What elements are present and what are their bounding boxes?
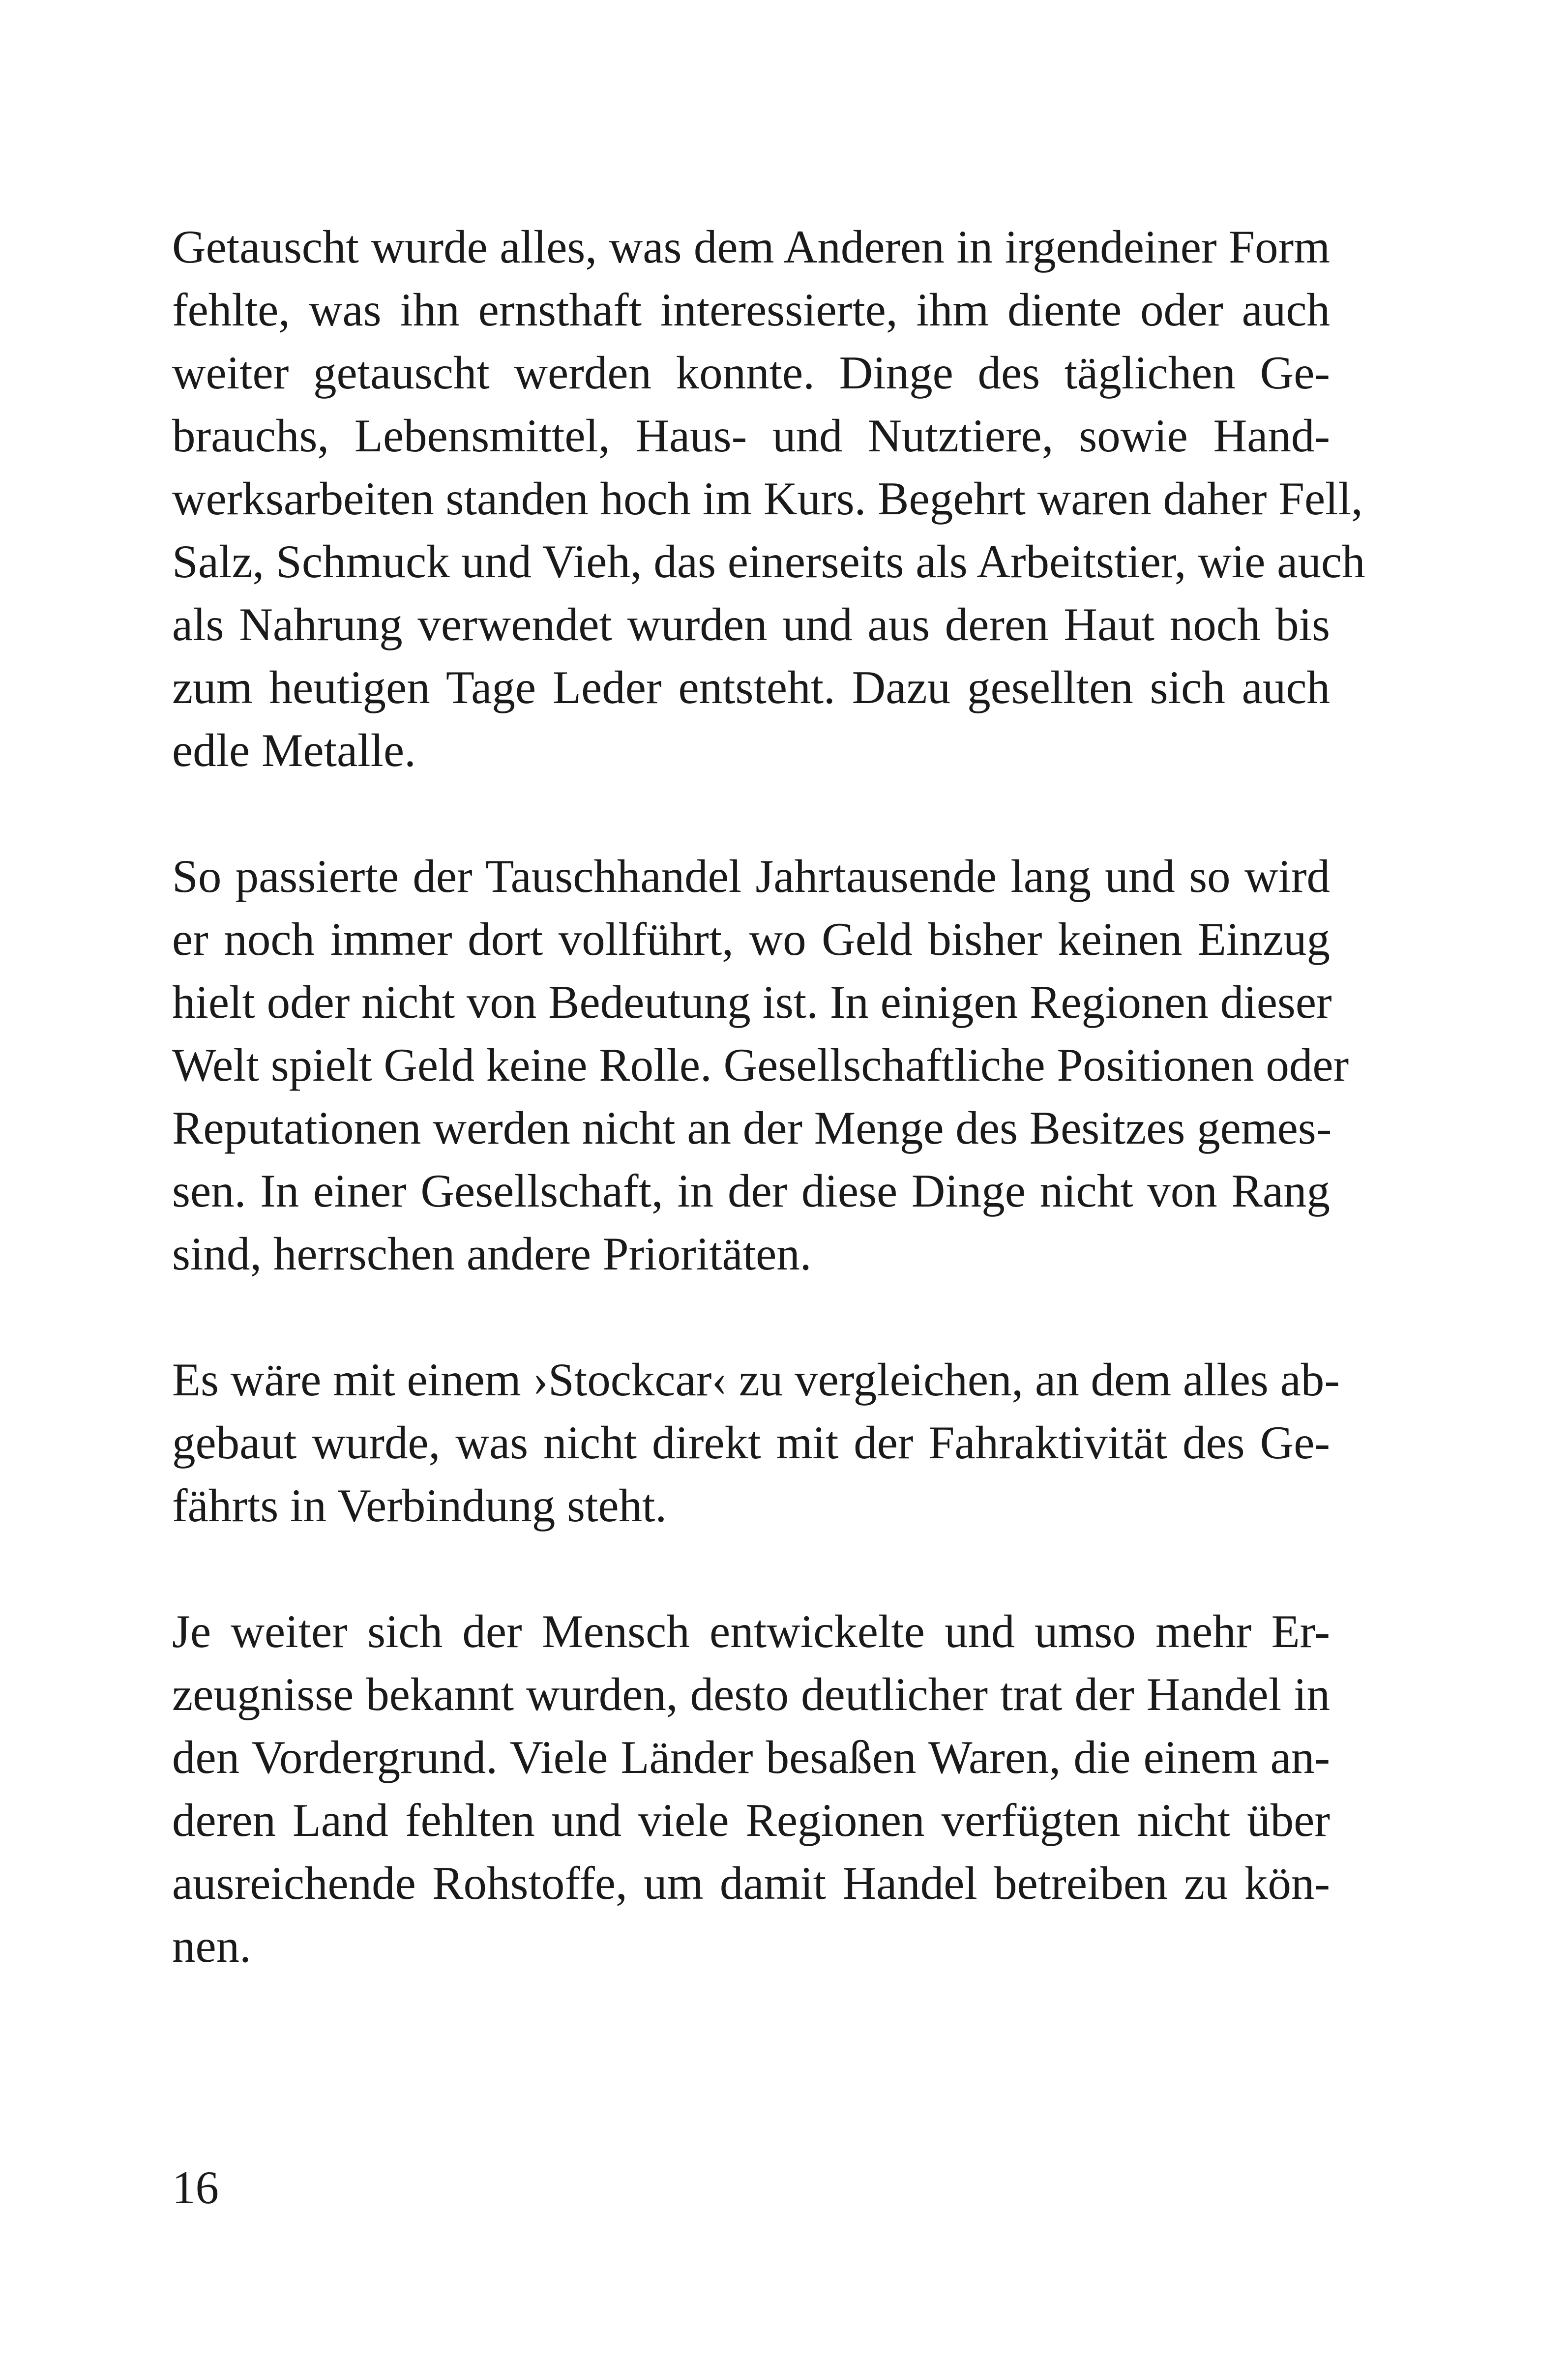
text-line: fährts in Verbindung steht. [172,1479,667,1532]
text-line: Es wäre mit einem ›Stockcar‹ zu vergleichen, an dem alles ab- [172,1354,1340,1406]
text-line: den Vordergrund. Viele Länder besaßen Waren, die einem an- [172,1731,1330,1783]
text-line: sen. In einer Gesellschaft, in der diese Dinge nicht von Rang [172,1165,1330,1217]
text-line: gebaut wurde, was nicht direkt mit der Fahraktivität des Ge- [172,1416,1330,1469]
text-line: Je weiter sich der Mensch entwickelte und umso mehr Er- [172,1605,1330,1657]
text-line: als Nahrung verwendet wurden und aus deren Haut noch bis [172,598,1330,650]
text-line: zum heutigen Tage Leder entsteht. Dazu gesellten sich auch [172,661,1330,713]
text-line: So passierte der Tauschhandel Jahrtausende lang und so wird [172,850,1330,902]
text-line: fehlte, was ihn ernsthaft interessierte, ihm diente oder auch [172,284,1330,336]
text-line: weiter getauscht werden konnte. Dinge des täglichen Ge- [172,347,1330,399]
body-text [172,215,1365,2040]
text-line: zeugnisse bekannt wurden, desto deutlicher trat der Handel in [172,1668,1330,1720]
text-line: deren Land fehlten und viele Regionen verfügten nicht über [172,1794,1330,1846]
text-line: werksarbeiten standen hoch im Kurs. Begehrt waren daher Fell, [172,472,1363,525]
page-number: 16 [172,2161,219,2213]
paragraph-1 [172,215,1365,782]
text-line: brauchs, Lebensmittel, Haus- und Nutztiere, sowie Hand- [172,410,1330,462]
text-line: edle Metalle. [172,724,416,776]
paragraph-3 [172,1348,1340,1537]
text-line: ausreichende Rohstoffe, um damit Handel betreiben zu kön- [172,1857,1330,1909]
paragraph-2 [172,845,1349,1285]
text-line: nen. [172,1920,251,1972]
text-line: er noch immer dort vollführt, wo Geld bisher keinen Einzug [172,913,1330,965]
text-line: sind, herrschen andere Prioritäten. [172,1228,812,1280]
text-line: Reputationen werden nicht an der Menge des Besitzes gemes- [172,1102,1332,1154]
text-line: Salz, Schmuck und Vieh, das einerseits als Arbeitstier, wie auch [172,535,1365,588]
text-line: hielt oder nicht von Bedeutung ist. In einigen Regionen dieser [172,976,1332,1028]
paragraph-4 [172,1600,1330,1977]
text-line: Welt spielt Geld keine Rolle. Gesellschaftliche Positionen oder [172,1039,1349,1091]
text-line: Getauscht wurde alles, was dem Anderen in irgendeiner Form [172,221,1330,273]
